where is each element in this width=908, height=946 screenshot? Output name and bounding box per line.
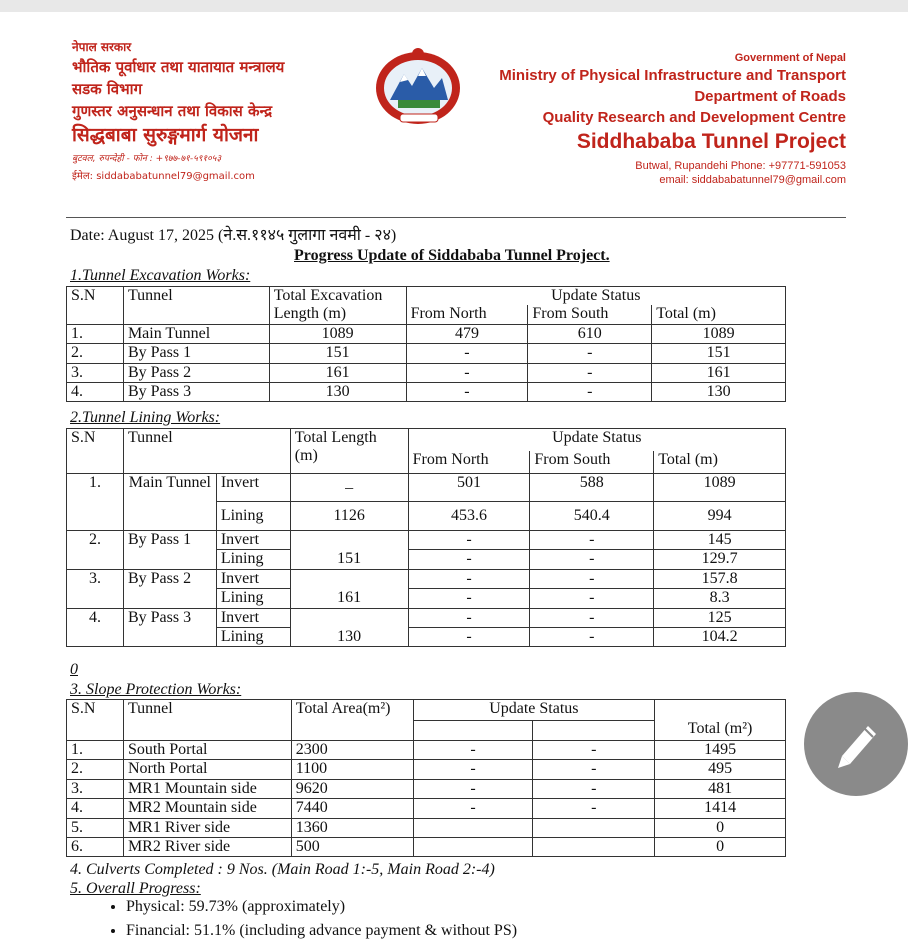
cell — [413, 818, 533, 837]
cell: 1414 — [655, 799, 786, 818]
cell: 161 — [652, 363, 786, 382]
col-update-status: Update Status — [413, 700, 655, 721]
cell: - — [533, 741, 655, 760]
cell: - — [406, 382, 528, 401]
cell: 1495 — [655, 741, 786, 760]
cell — [533, 837, 655, 856]
cell — [413, 837, 533, 856]
nepal-emblem — [370, 44, 466, 128]
cell: 994 — [654, 502, 786, 531]
cell: - — [408, 608, 530, 627]
table-header-row — [67, 700, 786, 721]
section-3-heading: 3. Slope Protection Works: — [70, 681, 242, 698]
col-total: Total (m) — [652, 305, 786, 324]
section-5-heading: 5. Overall Progress: — [70, 880, 201, 897]
top-edge — [0, 0, 908, 12]
cell: - — [530, 569, 654, 588]
table-row — [67, 569, 786, 588]
cell: 1126 — [290, 502, 408, 531]
cell: - — [408, 550, 530, 569]
cell: 1100 — [291, 760, 413, 779]
cell: 151 — [290, 531, 408, 570]
cell: 3. — [67, 569, 124, 608]
cell: 5. — [67, 818, 124, 837]
cell: 3. — [67, 363, 124, 382]
cell: By Pass 1 — [123, 531, 216, 570]
cell: - — [530, 627, 654, 646]
cell: _ — [290, 474, 408, 502]
col-tunnel: Tunnel — [123, 429, 290, 474]
cell: 4. — [67, 799, 124, 818]
cell: 481 — [655, 779, 786, 798]
cell: 0 — [655, 818, 786, 837]
lh-line-4: गुणस्तर अनुसन्धान तथा विकास केन्द्र — [72, 102, 273, 121]
lh-line-6: बुटवल, रुपन्देही - फोन : +९७७-७१-५९१०५३ — [72, 154, 222, 165]
stray-zero: 0 — [70, 661, 78, 678]
cell: - — [533, 779, 655, 798]
cell: - — [533, 760, 655, 779]
table-row — [67, 818, 786, 837]
col-south: From South — [528, 305, 652, 324]
cell: 495 — [655, 760, 786, 779]
rh-line-7: email: siddababatunnel79@gmail.com — [659, 174, 846, 186]
col-length: Total Excavation Length (m) — [269, 287, 406, 325]
lining-table — [66, 428, 786, 647]
table-row — [67, 837, 786, 856]
cell: 1089 — [654, 474, 786, 502]
lh-line-5: सिद्धबाबा सुरुङ्गमार्ग योजना — [72, 124, 259, 147]
cell: - — [408, 569, 530, 588]
table-row — [67, 608, 786, 627]
physical-progress: • Physical: 59.73% (approximately) — [126, 898, 517, 916]
cell: MR2 River side — [123, 837, 291, 856]
culverts-line: 4. Culverts Completed : 9 Nos. (Main Road 1:-5, Main Road 2:-4) — [70, 861, 495, 878]
cell: 161 — [269, 363, 406, 382]
cell: 453.6 — [408, 502, 530, 531]
lh-line-7: ईमेल: siddababatunnel79@gmail.com — [72, 171, 255, 183]
rh-line-2: Ministry of Physical Infrastructure and Transport — [499, 67, 846, 84]
cell: 2. — [67, 531, 124, 570]
nepali-letterhead — [72, 40, 372, 182]
cell: Lining — [216, 589, 290, 608]
cell: 1. — [67, 324, 124, 343]
col-length: Total Length (m) — [290, 429, 408, 474]
rh-line-3: Department of Roads — [694, 88, 846, 105]
cell: By Pass 2 — [123, 569, 216, 608]
rh-line-1: Government of Nepal — [734, 52, 846, 64]
cell: By Pass 1 — [123, 344, 269, 363]
cell: 540.4 — [530, 502, 654, 531]
cell: - — [413, 779, 533, 798]
header-divider — [66, 217, 846, 218]
cell: - — [530, 550, 654, 569]
lh-line-3: सडक विभाग — [72, 80, 143, 99]
cell: Invert — [216, 569, 290, 588]
lh-line-1: नेपाल सरकार — [72, 40, 132, 54]
col-north: From North — [406, 305, 528, 324]
cell: - — [528, 363, 652, 382]
cell: - — [406, 344, 528, 363]
cell: By Pass 3 — [123, 608, 216, 647]
cell: 1360 — [291, 818, 413, 837]
cell: - — [528, 382, 652, 401]
table-header-row — [67, 429, 786, 452]
cell: 479 — [406, 324, 528, 343]
cell: 501 — [408, 474, 530, 502]
cell: - — [413, 741, 533, 760]
col-total: Total (m²) — [655, 720, 786, 740]
table-row — [67, 363, 786, 382]
cell: - — [533, 799, 655, 818]
cell: 1. — [67, 474, 124, 531]
cell: 7440 — [291, 799, 413, 818]
col-sn: S.N — [67, 429, 124, 474]
col-south: From South — [530, 451, 654, 474]
cell: 8.3 — [654, 589, 786, 608]
cell: 145 — [654, 531, 786, 550]
cell: 4. — [67, 382, 124, 401]
cell: - — [530, 531, 654, 550]
cell: 151 — [269, 344, 406, 363]
col-area: Total Area(m²) — [291, 700, 413, 741]
cell: Lining — [216, 550, 290, 569]
cell: North Portal — [123, 760, 291, 779]
cell: 129.7 — [654, 550, 786, 569]
cell: 6. — [67, 837, 124, 856]
cell: 157.8 — [654, 569, 786, 588]
cell: MR2 Mountain side — [123, 799, 291, 818]
cell: 3. — [67, 779, 124, 798]
section-2-heading: 2.Tunnel Lining Works: — [70, 409, 221, 426]
cell: 161 — [290, 569, 408, 608]
cell: - — [408, 627, 530, 646]
cell: Invert — [216, 474, 290, 502]
cell — [413, 720, 533, 740]
table-row — [67, 344, 786, 363]
cell: - — [528, 344, 652, 363]
col-north: From North — [408, 451, 530, 474]
col-tunnel: Tunnel — [123, 700, 291, 741]
cell: 610 — [528, 324, 652, 343]
cell: 104.2 — [654, 627, 786, 646]
report-title: Progress Update of Siddababa Tunnel Project. — [294, 247, 610, 264]
overall-progress-list — [70, 898, 517, 946]
cell: 2. — [67, 760, 124, 779]
cell: 500 — [291, 837, 413, 856]
cell: 4. — [67, 608, 124, 647]
cell: 1089 — [652, 324, 786, 343]
cell: - — [406, 363, 528, 382]
cell: 130 — [652, 382, 786, 401]
cell: - — [530, 589, 654, 608]
lh-line-2: भौतिक पूर्वाधार तथा यातायात मन्त्रालय — [72, 58, 285, 77]
cell: 0 — [655, 837, 786, 856]
cell — [655, 700, 786, 721]
pencil-icon — [832, 716, 882, 770]
slope-table — [66, 699, 786, 857]
cell: 1089 — [269, 324, 406, 343]
cell: 9620 — [291, 779, 413, 798]
col-update-status: Update Status — [406, 287, 785, 306]
cell: 2. — [67, 344, 124, 363]
cell: Main Tunnel — [123, 324, 269, 343]
cell: By Pass 2 — [123, 363, 269, 382]
section-1-heading: 1.Tunnel Excavation Works: — [70, 267, 251, 284]
cell: - — [413, 760, 533, 779]
cell: 130 — [269, 382, 406, 401]
cell: Invert — [216, 608, 290, 627]
col-sn: S.N — [67, 287, 124, 325]
financial-progress: • Financial: 51.1% (including advance payment & without PS) — [126, 922, 517, 940]
cell — [533, 720, 655, 740]
col-sn: S.N — [67, 700, 124, 741]
table-row — [67, 474, 786, 502]
cell — [533, 818, 655, 837]
cell: - — [530, 608, 654, 627]
rh-line-5: Siddhababa Tunnel Project — [576, 130, 846, 153]
cell: 2300 — [291, 741, 413, 760]
table-row — [67, 799, 786, 818]
cell: - — [408, 589, 530, 608]
cell: Main Tunnel — [123, 474, 216, 531]
cell: MR1 Mountain side — [123, 779, 291, 798]
cell: Lining — [216, 627, 290, 646]
cell: 588 — [530, 474, 654, 502]
cell: - — [413, 799, 533, 818]
col-update-status: Update Status — [408, 429, 785, 452]
col-tunnel: Tunnel — [123, 287, 269, 325]
table-row — [67, 531, 786, 550]
english-letterhead — [499, 52, 846, 186]
table-row — [67, 741, 786, 760]
col-total: Total (m) — [654, 451, 786, 474]
cell: - — [408, 531, 530, 550]
cell: 151 — [652, 344, 786, 363]
cell: Lining — [216, 502, 290, 531]
cell: MR1 River side — [123, 818, 291, 837]
cell: By Pass 3 — [123, 382, 269, 401]
excavation-table — [66, 286, 786, 402]
rh-line-4: Quality Research and Development Centre — [542, 109, 846, 126]
report-date: Date: August 17, 2025 (ने.स.११४५ गुलागा नवमी - २४) — [70, 227, 397, 244]
cell: 130 — [290, 608, 408, 647]
table-row — [67, 779, 786, 798]
rh-line-6: Butwal, Rupandehi Phone: +97771-591053 — [635, 160, 846, 172]
table-row — [67, 324, 786, 343]
cell: Invert — [216, 531, 290, 550]
cell: 1. — [67, 741, 124, 760]
table-row — [67, 382, 786, 401]
table-row — [67, 760, 786, 779]
edit-button[interactable] — [804, 692, 908, 796]
cell: 125 — [654, 608, 786, 627]
table-header-row — [67, 287, 786, 306]
cell: South Portal — [123, 741, 291, 760]
